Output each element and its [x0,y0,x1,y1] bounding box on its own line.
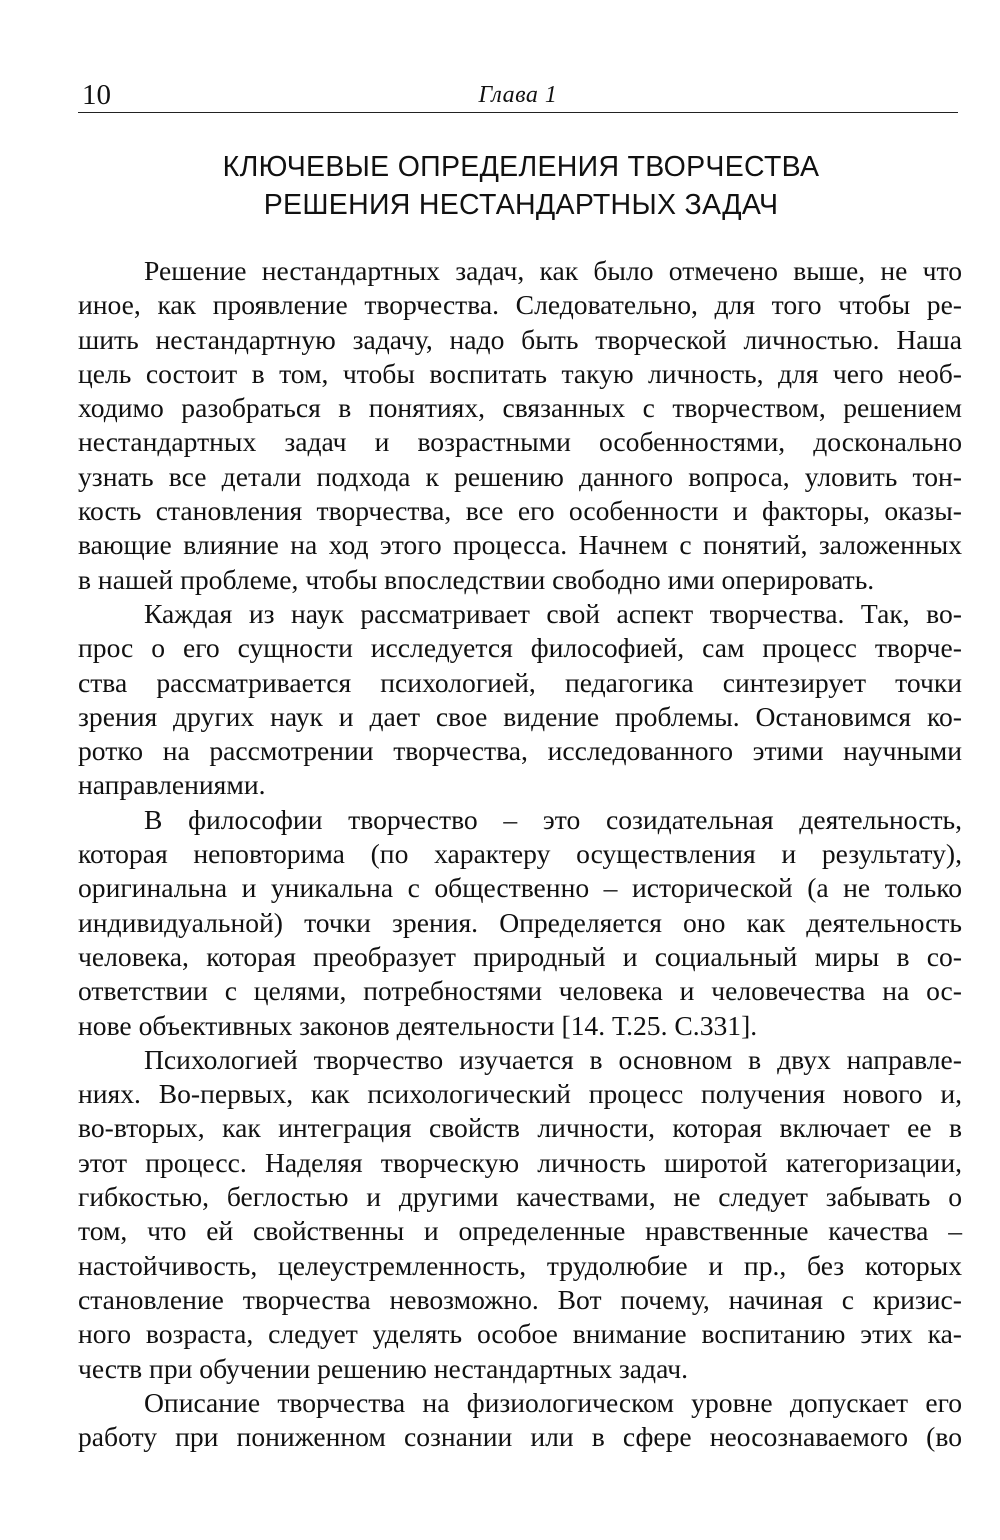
text-line: человека, которая преобразует природный и социальный миры в со- [78,940,962,972]
text-line: узнать все детали подхода к решению данного вопроса, уловить тон- [78,460,962,492]
chapter-label: Глава 1 [478,82,558,108]
paragraph [78,1043,962,1386]
text-line: оригинальна и уникальна с общественно – исторической (а не только [78,872,962,904]
body-text [78,254,962,1454]
section-title-line: РЕШЕНИЯ НЕСТАНДАРТНЫХ ЗАДАЧ [263,189,779,221]
text-line: направлениями. [78,769,266,801]
text-line: том, что ей свойственны и определенные нравственные качества – [78,1215,962,1247]
page-number: 10 [82,79,111,111]
text-line: В философии творчество – это созидательная деятельность, [144,803,962,835]
text-line: честв при обучении решению нестандартных задач. [78,1352,689,1384]
section-title [78,148,964,224]
text-line: Описание творчества на физиологическом уровне допускает его [144,1386,962,1418]
paragraph [78,597,962,803]
text-line: Каждая из наук рассматривает свой аспект творчества. Так, во- [144,597,962,629]
text-line: гибкостью, беглостью и другими качествами, не следует забывать о [78,1181,962,1213]
section-title-line: КЛЮЧЕВЫЕ ОПРЕДЕЛЕНИЯ ТВОРЧЕСТВА [222,151,820,183]
text-line: становление творчества невозможно. Вот почему, начиная с кризис- [78,1283,962,1315]
text-line: ходимо разобраться в понятиях, связанных с творчеством, решением [78,392,962,424]
text-line: шить нестандартную задачу, надо быть творческой личностью. Наша [78,323,962,355]
text-line: индивидуальной) точки зрения. Определяется оно как деятельность [78,906,962,938]
paragraph [78,1386,962,1455]
text-line: Решение нестандартных задач, как было отмечено выше, не что [144,255,962,286]
text-line: этот процесс. Наделяя творческую личность широтой категоризации, [78,1146,962,1178]
paragraph [78,254,962,597]
text-line: работу при пониженном сознании или в сфере неосознаваемого (во [78,1421,962,1453]
text-line: зрения других наук и дает свое видение проблемы. Остановимся ко- [78,700,962,732]
text-line: которая неповторима (по характеру осуществления и результату), [78,838,962,870]
text-line: прос о его сущности исследуется философией, сам процесс творче- [78,632,962,664]
text-line: ротко на рассмотрении творчества, исследованного этими научными [78,735,962,767]
text-line: настойчивость, целеустремленность, трудолюбие и пр., без которых [78,1249,962,1281]
text-line: в нашей проблеме, чтобы впоследствии свободно ими оперировать. [78,563,875,595]
text-line: ного возраста, следует уделять особое внимание воспитанию этих ка- [78,1318,962,1350]
text-line: нове объективных законов деятельности [14. Т.25. С.331]. [78,1009,758,1041]
text-line: вающие влияние на ход этого процесса. Начнем с понятий, заложенных [78,529,962,561]
text-line: цель состоит в том, чтобы воспитать такую личность, для чего необ- [78,357,962,389]
paragraph [78,803,962,1043]
text-line: ства рассматривается психологией, педагогика синтезирует точки [78,666,962,698]
text-line: Психологией творчество изучается в основном в двух направле- [144,1043,962,1075]
text-line: иное, как проявление творчества. Следовательно, для того чтобы ре- [78,289,962,321]
text-line: ответствии с целями, потребностями человека и человечества на ос- [78,975,962,1007]
running-header [78,76,958,113]
text-line: ниях. Во-первых, как психологический процесс получения нового и, [78,1078,962,1110]
text-line: во-вторых, как интеграция свойств личности, которая включает ее в [78,1112,962,1144]
text-line: кость становления творчества, все его особенности и факторы, оказы- [78,495,962,527]
text-line: нестандартных задач и возрастными особенностями, досконально [78,426,962,458]
